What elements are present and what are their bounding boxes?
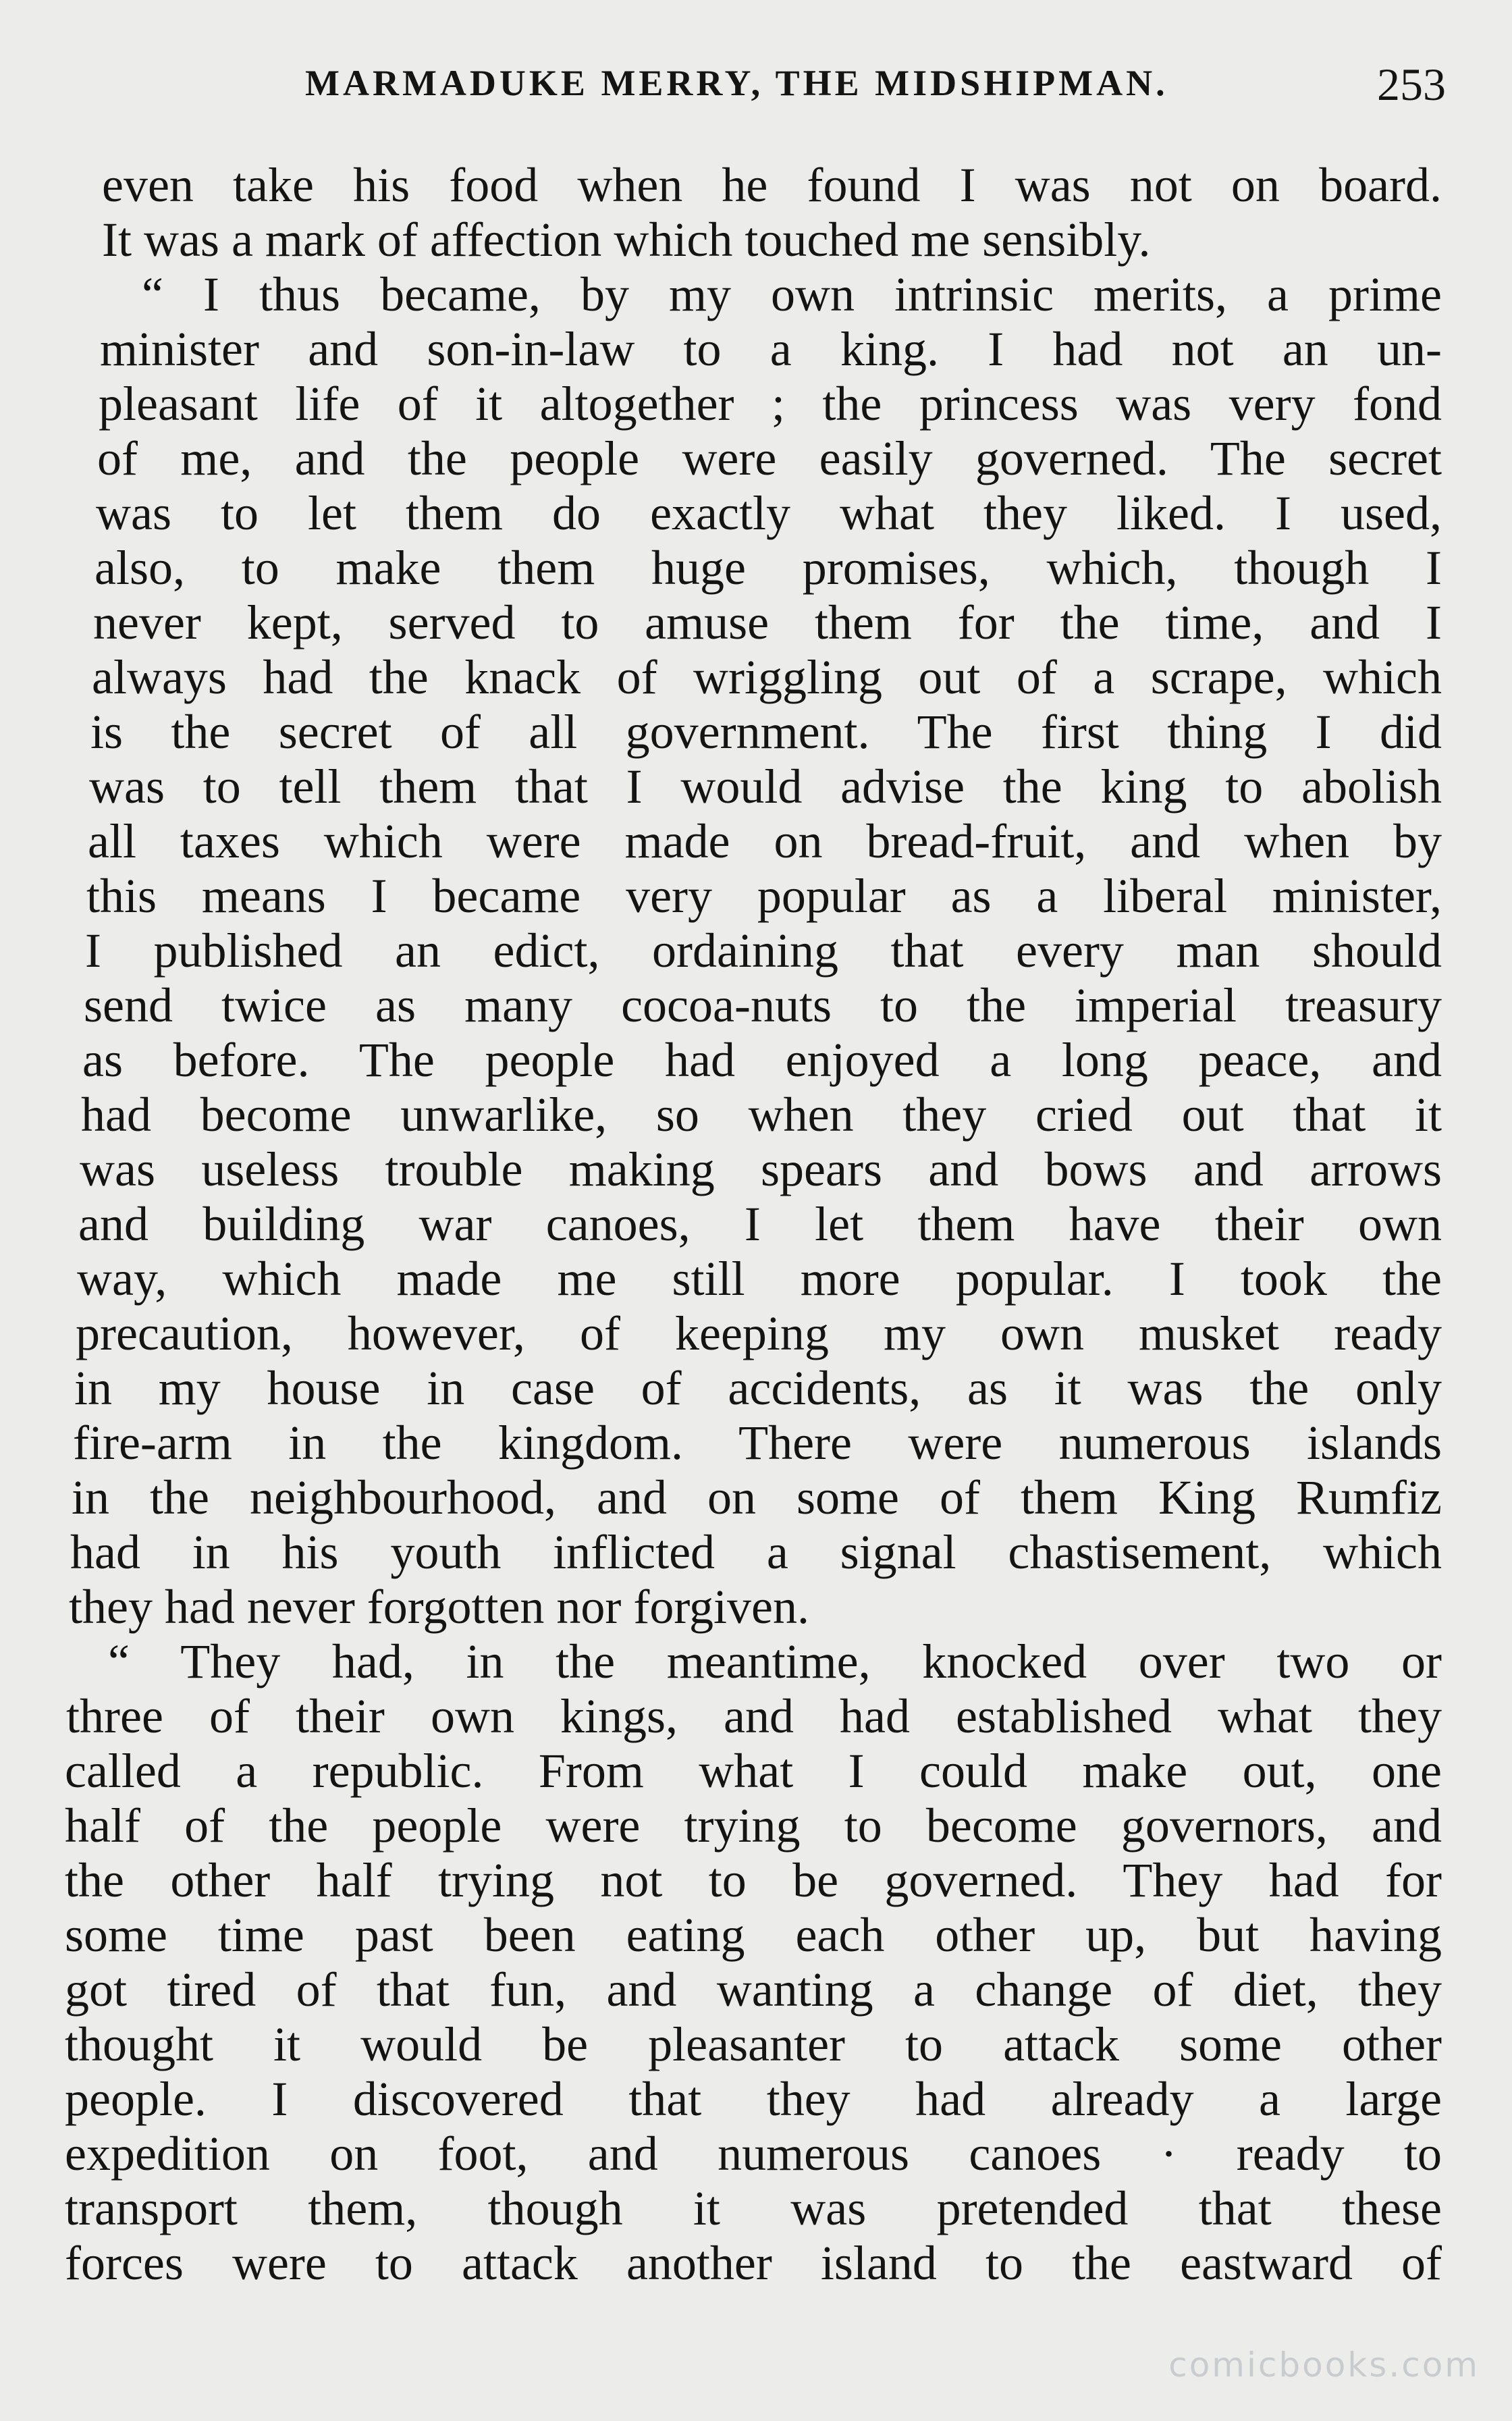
text-line: had in his youth inflicted a signal chastisement, which	[70, 1525, 1442, 1579]
text-line: even take his food when he found I was not on board.	[102, 158, 1442, 212]
text-line: also, to make them huge promises, which, though I	[94, 541, 1442, 595]
text-line: pleasant life of it altogether ; the princess was very fond	[99, 377, 1442, 431]
text-line: all taxes which were made on bread-fruit, and when by	[88, 814, 1442, 868]
text-line: precaution, however, of keeping my own musket ready	[76, 1306, 1442, 1360]
text-line: is the secret of all government. The first thing I did	[90, 705, 1442, 759]
text-line: “ They had, in the meantime, knocked over two or	[108, 1634, 1442, 1688]
watermark: comicbooks.com	[1168, 2345, 1480, 2385]
running-head	[305, 59, 1446, 116]
text-line: way, which made me still more popular. I took the	[77, 1252, 1442, 1306]
text-line: minister and son-in-law to a king. I had not an un-	[100, 322, 1442, 376]
text-line: was to let them do exactly what they liked. I used,	[96, 486, 1442, 540]
text-line: “ I thus became, by my own intrinsic merits, a prime	[142, 267, 1442, 321]
text-line: forces were to attack another island to the eastward of	[65, 2236, 1442, 2290]
body-text	[65, 158, 1442, 2291]
text-line: in the neighbourhood, and on some of them King Rumfiz	[72, 1470, 1442, 1524]
text-line: of me, and the people were easily governed. The secret	[97, 431, 1442, 485]
text-line: as before. The people had enjoyed a long peace, and	[82, 1033, 1442, 1087]
running-title: MARMADUKE MERRY, THE MIDSHIPMAN.	[305, 63, 1168, 103]
text-line: some time past been eating each other up, but having	[65, 1908, 1442, 1962]
text-line: and building war canoes, I let them have their own	[78, 1197, 1442, 1251]
text-line: was to tell them that I would advise the king to abolish	[89, 760, 1442, 814]
text-line: the other half trying not to be governed. They had for	[65, 1853, 1442, 1907]
text-line: people. I discovered that they had already a large	[65, 2072, 1442, 2126]
text-line: got tired of that fun, and wanting a change of diet, they	[65, 1963, 1442, 2017]
text-line: they had never forgotten nor forgiven.	[69, 1580, 810, 1634]
text-line: transport them, though it was pretended that these	[65, 2181, 1442, 2235]
text-line: had become unwarlike, so when they cried out that it	[81, 1088, 1442, 1142]
text-line: never kept, served to amuse them for the time, and I	[93, 595, 1442, 649]
text-line: expedition on foot, and numerous canoes · ready to	[65, 2127, 1442, 2181]
page-number: 253	[1377, 59, 1446, 110]
text-line: called a republic. From what I could make out, one	[65, 1744, 1442, 1798]
text-line: three of their own kings, and had established what they	[66, 1689, 1442, 1743]
text-line: this means I became very popular as a liberal minister,	[86, 869, 1442, 923]
text-line: thought it would be pleasanter to attack some other	[65, 2017, 1442, 2071]
text-line: half of the people were trying to become governors, and	[65, 1799, 1442, 1853]
text-line: I published an edict, ordaining that every man should	[85, 924, 1442, 978]
text-line: always had the knack of wriggling out of a scrape, which	[92, 650, 1442, 704]
text-line: was useless trouble making spears and bows and arrows	[80, 1142, 1442, 1196]
text-line: in my house in case of accidents, as it was the only	[74, 1361, 1442, 1415]
text-line: fire-arm in the kingdom. There were numerous islands	[73, 1416, 1442, 1470]
text-line: It was a mark of affection which touched me sensibly.	[102, 213, 1151, 267]
text-line: send twice as many cocoa-nuts to the imperial treasury	[84, 978, 1442, 1032]
